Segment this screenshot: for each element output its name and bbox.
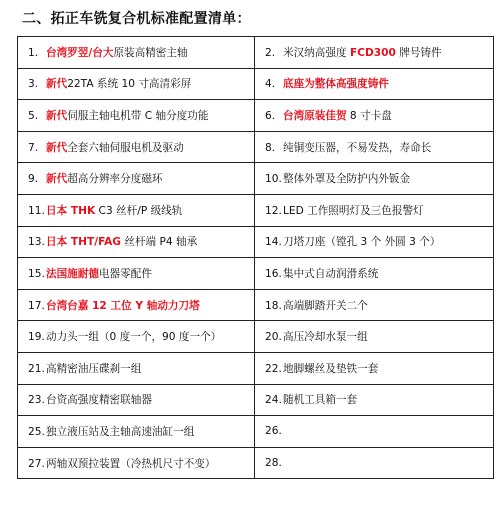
item-number: 13. [28,236,45,249]
item-number: 15. [28,267,45,280]
item-text: 刀塔刀座（镗孔 3 个 外圆 3 个） [283,236,441,249]
table-row [18,352,494,384]
item-number: 9. [28,173,39,186]
config-item [18,258,255,290]
table-row [18,416,494,448]
item-number: 7. [28,141,39,154]
config-item [255,194,494,226]
item-number: 21. [28,362,45,375]
config-item [18,131,255,163]
item-highlight: 台湾罗翌/台大 [46,46,114,59]
item-number: 11. [28,204,45,217]
item-text: 高压冷却水泵一组 [283,331,368,344]
config-item [18,416,255,448]
config-item [255,37,494,69]
item-text: 高端脚踏开关二个 [283,299,368,312]
item-highlight: 日本 THT/FAG [46,236,121,249]
item-highlight: 日本 THK [46,204,96,217]
item-highlight: FCD300 [349,46,396,59]
item-highlight: 新代 [46,109,68,122]
item-text: 两轴双预拉装置（冷热机尺寸不变） [46,457,216,470]
item-number: 1. [28,46,39,59]
item-text: 台资高强度精密联轴器 [46,394,152,407]
config-item [255,289,494,321]
item-text: 独立液压站及主轴高速油缸一组 [46,425,195,438]
item-text: 超高分辨率分度磁环 [67,173,163,186]
item-number: 23. [28,394,45,407]
table-row [18,194,494,226]
item-number: 16. [265,267,282,280]
item-number: 22. [265,362,282,375]
item-number: 17. [28,299,45,312]
table-row [18,289,494,321]
table-row [18,68,494,100]
item-number: 8. [265,141,276,154]
item-highlight: 新代 [46,78,68,91]
item-highlight: 新代 [46,141,68,154]
item-number: 10. [265,173,282,186]
config-item [18,163,255,195]
item-text: 随机工具箱一套 [283,394,358,407]
config-item [18,68,255,100]
config-item [255,100,494,132]
config-item [18,100,255,132]
item-number: 25. [28,425,45,438]
config-item [18,194,255,226]
item-number: 28. [265,457,282,470]
config-item [18,289,255,321]
item-text: 集中式自动润滑系统 [283,267,379,280]
item-text: 丝杆端 P4 轴承 [120,236,198,249]
config-item [255,447,494,479]
item-text: 地脚螺丝及垫铁一套 [283,362,379,375]
item-text: 8 寸卡盘 [346,109,392,122]
config-table [17,36,494,479]
table-row [18,163,494,195]
item-highlight: 新代 [46,173,68,186]
item-text: 22TA 系统 10 寸高清彩屏 [67,78,192,91]
table-row [18,226,494,258]
item-highlight: 法国施耐德 [46,267,99,280]
item-number: 24. [265,394,282,407]
item-text: 电器零配件 [98,267,152,280]
item-text: 伺服主轴电机带 C 轴分度功能 [67,109,209,122]
config-item [255,131,494,163]
item-text: 纯铜变压器，不易发热，寿命长 [283,141,432,154]
table-row [18,384,494,416]
item-number: 6. [265,109,276,122]
config-item [255,416,494,448]
config-item [255,163,494,195]
item-number: 27. [28,457,45,470]
item-highlight: 台湾原装佳贺 [283,109,347,122]
item-text: 全套六轴伺服电机及驱动 [67,141,184,154]
item-text: 原装高精密主轴 [113,46,188,59]
table-row [18,447,494,479]
item-number: 3. [28,78,39,91]
table-row [18,37,494,69]
config-item [255,226,494,258]
item-number: 4. [265,78,276,91]
item-text: 高精密油压碟刹一组 [46,362,142,375]
item-text: 米汉纳高强度 [283,46,350,59]
item-text: 动力头一组（0 度一个，90 度一个） [46,331,222,344]
table-row [18,258,494,290]
config-item [18,226,255,258]
item-text: 整体外罩及全防护内外钣金 [283,173,411,186]
config-item [18,384,255,416]
config-item [18,447,255,479]
config-item [18,321,255,353]
item-highlight: 台湾台嘉 12 工位 Y 轴动力刀塔 [46,299,200,312]
config-item [255,258,494,290]
item-number: 14. [265,236,282,249]
item-number: 2. [265,46,276,59]
item-number: 18. [265,299,282,312]
item-text: C3 丝杆/P 级线轨 [95,204,183,217]
item-number: 5. [28,109,39,122]
item-number: 19. [28,331,45,344]
item-number: 26. [265,425,282,438]
item-text: LED 工作照明灯及三色报警灯 [283,204,424,217]
config-item [255,321,494,353]
item-number: 12. [265,204,282,217]
table-row [18,321,494,353]
config-item [255,68,494,100]
table-row [18,131,494,163]
item-highlight: 底座为整体高强度铸件 [283,78,389,91]
config-item [18,37,255,69]
section-title: 二、拓正车铣复合机标准配置清单： [22,11,251,27]
config-item [255,384,494,416]
config-item [18,352,255,384]
item-number: 20. [265,331,282,344]
config-item [255,352,494,384]
table-row [18,100,494,132]
item-text: 牌号铸件 [395,46,442,59]
